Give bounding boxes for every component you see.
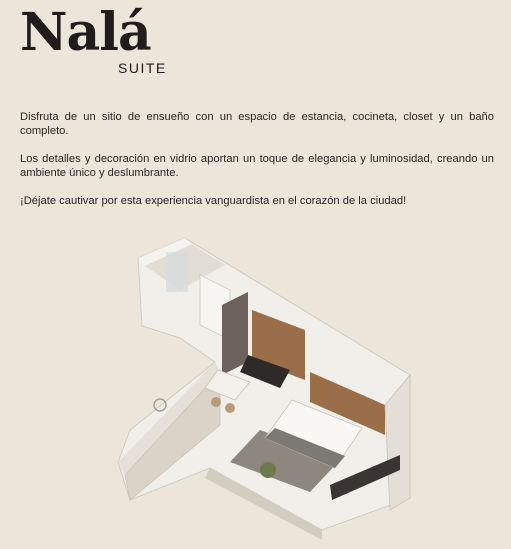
brand-subtitle: SUITE [118,60,167,76]
plant [260,462,276,478]
description-paragraph-3: ¡Déjate cautivar por esta experiencia vanguardista en el corazón de la ciudad! [20,195,407,207]
stool-2 [225,403,235,413]
shower-glass [166,252,188,292]
description-paragraph-2: Los detalles y decoración en vidrio aportan un toque de elegancia y luminosidad, creando un ambiente único y deslumbrante. [20,153,494,179]
floor-outline [118,238,410,530]
stool-1 [211,397,221,407]
description [20,110,494,222]
brand-logo [20,2,170,82]
description-paragraph-1: Disfruta de un sitio de ensueño con un espacio de estancia, cocineta, closet y un baño completo. [20,111,494,137]
closet [222,292,248,375]
brand-name: Nalá [20,2,151,63]
floorplan-illustration [100,230,440,540]
